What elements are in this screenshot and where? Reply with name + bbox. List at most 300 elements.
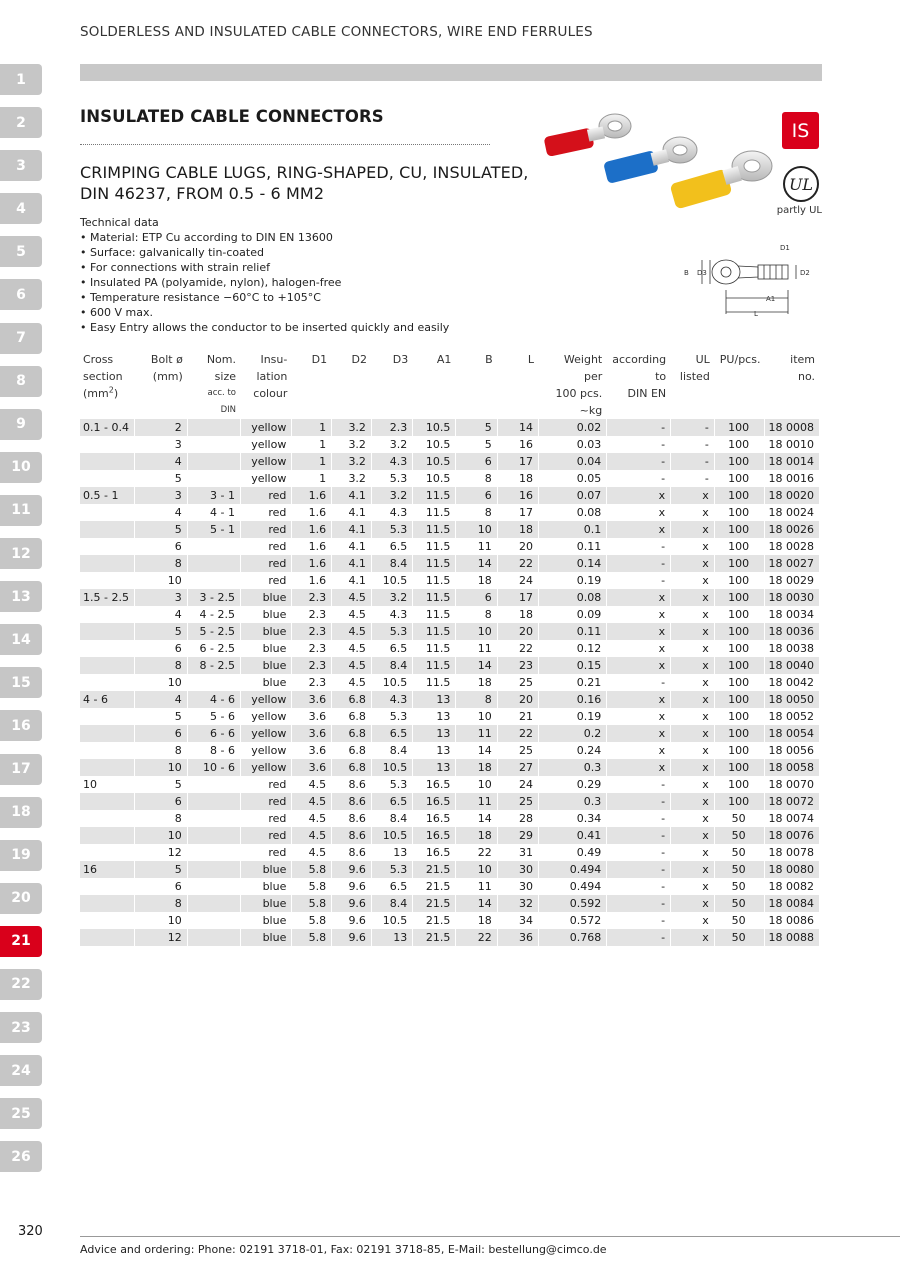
table-row xyxy=(80,640,820,657)
cell-b: 8 xyxy=(456,606,497,623)
ring-lugs-image xyxy=(540,108,780,213)
cell-bolt: 12 xyxy=(135,929,188,946)
th-item: item no. xyxy=(790,353,815,383)
cell-bolt: 4 xyxy=(135,691,188,708)
cell-nom-size: 5 - 2.5 xyxy=(188,623,241,640)
cell-din-en: - xyxy=(607,436,671,453)
cell-cross-section xyxy=(80,759,135,776)
cell-ul: x xyxy=(671,912,715,929)
cell-ul: x xyxy=(671,487,715,504)
cell-bolt: 3 xyxy=(135,487,188,504)
cell-d1: 3.6 xyxy=(292,725,332,742)
red-lug-icon xyxy=(543,114,631,157)
cell-d2: 4.5 xyxy=(332,606,372,623)
cell-l: 24 xyxy=(498,776,539,793)
cell-pu: 100 xyxy=(715,419,766,436)
chapter-tab-10[interactable]: 10 xyxy=(0,452,42,483)
cell-din-en: x xyxy=(607,606,671,623)
chapter-tab-9[interactable]: 9 xyxy=(0,409,42,440)
chapter-tab-18[interactable]: 18 xyxy=(0,797,42,828)
technical-item: • 600 V max. xyxy=(80,305,449,320)
cell-din-en: x xyxy=(607,589,671,606)
cell-ul: x xyxy=(671,929,715,946)
cell-d1: 5.8 xyxy=(292,929,332,946)
cell-cross-section xyxy=(80,878,135,895)
table-header xyxy=(80,351,820,419)
cell-weight: 0.08 xyxy=(539,589,607,606)
cell-pu: 50 xyxy=(715,912,766,929)
cell-insulation: blue xyxy=(241,640,292,657)
chapter-tab-3[interactable]: 3 xyxy=(0,150,42,181)
cell-b: 18 xyxy=(456,572,497,589)
cell-b: 8 xyxy=(456,691,497,708)
cell-nom-size xyxy=(188,878,241,895)
table-row xyxy=(80,827,820,844)
cell-nom-size: 6 - 6 xyxy=(188,725,241,742)
table-row xyxy=(80,487,820,504)
cell-ul: x xyxy=(671,793,715,810)
cell-weight: 0.49 xyxy=(539,844,607,861)
cell-d1: 1.6 xyxy=(292,504,332,521)
cell-weight: 0.572 xyxy=(539,912,607,929)
cell-item-no: 18 0014 xyxy=(765,453,820,470)
cell-a1: 10.5 xyxy=(413,419,456,436)
cell-ul: - xyxy=(671,453,715,470)
cell-item-no: 18 0020 xyxy=(765,487,820,504)
cell-nom-size: 3 - 1 xyxy=(188,487,241,504)
cell-a1: 13 xyxy=(413,725,456,742)
cell-d1: 5.8 xyxy=(292,895,332,912)
cell-l: 36 xyxy=(498,929,539,946)
cell-insulation: red xyxy=(241,827,292,844)
cell-din-en: - xyxy=(607,453,671,470)
cell-d3: 6.5 xyxy=(372,793,413,810)
cell-ul: x xyxy=(671,521,715,538)
cell-pu: 50 xyxy=(715,844,766,861)
cell-pu: 100 xyxy=(715,708,766,725)
chapter-tab-24[interactable]: 24 xyxy=(0,1055,42,1086)
cell-pu: 100 xyxy=(715,487,766,504)
cell-d3: 5.3 xyxy=(372,776,413,793)
cell-b: 10 xyxy=(456,521,497,538)
cell-ul: x xyxy=(671,589,715,606)
cell-d2: 4.1 xyxy=(332,538,372,555)
cell-d1: 5.8 xyxy=(292,861,332,878)
cell-insulation: blue xyxy=(241,878,292,895)
cell-b: 11 xyxy=(456,538,497,555)
l-label: L xyxy=(754,310,758,318)
cell-l: 32 xyxy=(498,895,539,912)
cell-din-en: x xyxy=(607,640,671,657)
cell-weight: 0.02 xyxy=(539,419,607,436)
cell-din-en: - xyxy=(607,793,671,810)
chapter-tab-14[interactable]: 14 xyxy=(0,624,42,655)
table-row xyxy=(80,589,820,606)
cell-bolt: 2 xyxy=(135,419,188,436)
chapter-tab-15[interactable]: 15 xyxy=(0,667,42,698)
cell-d2: 4.5 xyxy=(332,640,372,657)
cell-b: 8 xyxy=(456,470,497,487)
b-label: B xyxy=(684,269,689,277)
cell-l: 30 xyxy=(498,861,539,878)
chapter-tab-21[interactable]: 21 xyxy=(0,926,42,957)
cell-pu: 100 xyxy=(715,504,766,521)
cell-ul: x xyxy=(671,504,715,521)
cell-d2: 8.6 xyxy=(332,793,372,810)
cell-bolt: 3 xyxy=(135,589,188,606)
table-row xyxy=(80,674,820,691)
cell-l: 16 xyxy=(498,436,539,453)
cell-cross-section xyxy=(80,657,135,674)
cell-bolt: 8 xyxy=(135,810,188,827)
product-title: CRIMPING CABLE LUGS, RING-SHAPED, CU, INSULATED, DIN 46237, FROM 0.5 - 6 MM2 xyxy=(80,163,529,203)
cell-d2: 8.6 xyxy=(332,776,372,793)
th-bolt: Bolt ø (mm) xyxy=(150,353,183,383)
cell-nom-size: 4 - 2.5 xyxy=(188,606,241,623)
cell-item-no: 18 0030 xyxy=(765,589,820,606)
cell-b: 8 xyxy=(456,504,497,521)
cell-insulation: blue xyxy=(241,912,292,929)
cell-nom-size xyxy=(188,929,241,946)
cell-d2: 4.5 xyxy=(332,623,372,640)
cell-l: 17 xyxy=(498,589,539,606)
chapter-tab-1[interactable]: 1 xyxy=(0,64,42,95)
cell-din-en: - xyxy=(607,878,671,895)
cell-d2: 3.2 xyxy=(332,470,372,487)
cell-ul: x xyxy=(671,759,715,776)
cell-b: 6 xyxy=(456,487,497,504)
dotted-divider xyxy=(80,144,490,145)
cell-insulation: red xyxy=(241,555,292,572)
cell-insulation: red xyxy=(241,538,292,555)
cell-d2: 9.6 xyxy=(332,912,372,929)
cell-din-en: - xyxy=(607,555,671,572)
cell-bolt: 5 xyxy=(135,861,188,878)
cell-insulation: yellow xyxy=(241,419,292,436)
cell-item-no: 18 0086 xyxy=(765,912,820,929)
cell-d2: 6.8 xyxy=(332,691,372,708)
cell-b: 14 xyxy=(456,555,497,572)
cell-cross-section xyxy=(80,929,135,946)
cell-din-en: x xyxy=(607,742,671,759)
table-row xyxy=(80,657,820,674)
cell-b: 6 xyxy=(456,589,497,606)
cell-pu: 100 xyxy=(715,589,766,606)
chapter-tab-2[interactable]: 2 xyxy=(0,107,42,138)
cell-nom-size xyxy=(188,453,241,470)
chapter-tabs xyxy=(0,64,42,1184)
cell-insulation: yellow xyxy=(241,742,292,759)
th-l: L xyxy=(527,353,535,366)
cell-cross-section xyxy=(80,436,135,453)
cell-b: 11 xyxy=(456,793,497,810)
cell-ul: x xyxy=(671,572,715,589)
ul-logo-icon xyxy=(782,165,820,203)
cell-bolt: 5 xyxy=(135,470,188,487)
cell-bolt: 10 xyxy=(135,674,188,691)
cell-bolt: 8 xyxy=(135,742,188,759)
cell-insulation: red xyxy=(241,504,292,521)
cell-item-no: 18 0072 xyxy=(765,793,820,810)
cell-l: 29 xyxy=(498,827,539,844)
cell-d2: 6.8 xyxy=(332,708,372,725)
cell-b: 14 xyxy=(456,657,497,674)
cell-d2: 4.5 xyxy=(332,657,372,674)
cell-bolt: 5 xyxy=(135,521,188,538)
cell-cross-section xyxy=(80,827,135,844)
cell-a1: 11.5 xyxy=(413,555,456,572)
cell-insulation: red xyxy=(241,521,292,538)
chapter-tab-12[interactable]: 12 xyxy=(0,538,42,569)
table-row xyxy=(80,912,820,929)
table-row xyxy=(80,742,820,759)
cell-insulation: blue xyxy=(241,895,292,912)
cell-l: 28 xyxy=(498,810,539,827)
cell-cross-section xyxy=(80,674,135,691)
cell-ul: - xyxy=(671,470,715,487)
cell-pu: 100 xyxy=(715,793,766,810)
cell-b: 14 xyxy=(456,895,497,912)
cell-item-no: 18 0036 xyxy=(765,623,820,640)
cell-l: 22 xyxy=(498,555,539,572)
chapter-tab-8[interactable]: 8 xyxy=(0,366,42,397)
cell-pu: 100 xyxy=(715,572,766,589)
table-row xyxy=(80,929,820,946)
chapter-tab-25[interactable]: 25 xyxy=(0,1098,42,1129)
cell-item-no: 18 0026 xyxy=(765,521,820,538)
cell-l: 20 xyxy=(498,623,539,640)
cell-l: 20 xyxy=(498,691,539,708)
cell-l: 20 xyxy=(498,538,539,555)
cell-weight: 0.14 xyxy=(539,555,607,572)
cell-bolt: 8 xyxy=(135,657,188,674)
cell-weight: 0.3 xyxy=(539,793,607,810)
cell-l: 17 xyxy=(498,453,539,470)
cell-insulation: yellow xyxy=(241,453,292,470)
cell-item-no: 18 0076 xyxy=(765,827,820,844)
cell-d3: 10.5 xyxy=(372,827,413,844)
technical-data xyxy=(80,215,449,335)
table-row xyxy=(80,623,820,640)
cell-nom-size xyxy=(188,555,241,572)
cell-cross-section xyxy=(80,640,135,657)
cell-bolt: 10 xyxy=(135,759,188,776)
cell-bolt: 6 xyxy=(135,640,188,657)
cell-l: 24 xyxy=(498,572,539,589)
svg-text:UL: UL xyxy=(788,175,814,194)
cell-nom-size: 8 - 6 xyxy=(188,742,241,759)
cell-d2: 9.6 xyxy=(332,861,372,878)
cell-din-en: - xyxy=(607,861,671,878)
cell-d2: 3.2 xyxy=(332,453,372,470)
cell-din-en: - xyxy=(607,470,671,487)
th-din-en: according to DIN EN xyxy=(612,353,667,400)
cell-bolt: 12 xyxy=(135,844,188,861)
cell-din-en: - xyxy=(607,538,671,555)
cell-din-en: x xyxy=(607,504,671,521)
cell-cross-section: 10 xyxy=(80,776,135,793)
cell-nom-size: 6 - 2.5 xyxy=(188,640,241,657)
cell-l: 22 xyxy=(498,725,539,742)
cell-weight: 0.03 xyxy=(539,436,607,453)
cell-d2: 8.6 xyxy=(332,827,372,844)
chapter-tab-20[interactable]: 20 xyxy=(0,883,42,914)
cell-a1: 21.5 xyxy=(413,912,456,929)
table-row xyxy=(80,861,820,878)
cell-ul: x xyxy=(671,878,715,895)
cell-weight: 0.592 xyxy=(539,895,607,912)
chapter-tab-11[interactable]: 11 xyxy=(0,495,42,526)
chapter-tab-7[interactable]: 7 xyxy=(0,323,42,354)
cell-d2: 4.1 xyxy=(332,521,372,538)
cell-nom-size xyxy=(188,895,241,912)
cell-d3: 4.3 xyxy=(372,691,413,708)
cell-d2: 3.2 xyxy=(332,419,372,436)
page-number: 320 xyxy=(18,1224,43,1239)
chapter-tab-13[interactable]: 13 xyxy=(0,581,42,612)
cell-din-en: - xyxy=(607,674,671,691)
cell-insulation: yellow xyxy=(241,691,292,708)
table-row xyxy=(80,521,820,538)
cell-d1: 1.6 xyxy=(292,572,332,589)
cell-din-en: x xyxy=(607,521,671,538)
cell-weight: 0.34 xyxy=(539,810,607,827)
cell-weight: 0.24 xyxy=(539,742,607,759)
cell-d3: 5.3 xyxy=(372,521,413,538)
cell-item-no: 18 0056 xyxy=(765,742,820,759)
cell-b: 11 xyxy=(456,640,497,657)
cell-pu: 50 xyxy=(715,895,766,912)
cell-b: 14 xyxy=(456,742,497,759)
cell-ul: x xyxy=(671,861,715,878)
cell-din-en: - xyxy=(607,776,671,793)
chapter-tab-23[interactable]: 23 xyxy=(0,1012,42,1043)
cell-d2: 6.8 xyxy=(332,725,372,742)
cell-a1: 21.5 xyxy=(413,895,456,912)
table-row xyxy=(80,844,820,861)
cell-l: 25 xyxy=(498,793,539,810)
cell-item-no: 18 0029 xyxy=(765,572,820,589)
cell-din-en: - xyxy=(607,810,671,827)
cell-bolt: 6 xyxy=(135,725,188,742)
chapter-tab-17[interactable]: 17 xyxy=(0,754,42,785)
cell-din-en: x xyxy=(607,487,671,504)
section-title: INSULATED CABLE CONNECTORS xyxy=(80,107,384,126)
page-header-title: SOLDERLESS AND INSULATED CABLE CONNECTORS, WIRE END FERRULES xyxy=(80,24,593,40)
cell-item-no: 18 0074 xyxy=(765,810,820,827)
cell-d3: 10.5 xyxy=(372,674,413,691)
cell-l: 25 xyxy=(498,674,539,691)
cell-bolt: 8 xyxy=(135,895,188,912)
cell-din-en: - xyxy=(607,844,671,861)
table-row xyxy=(80,470,820,487)
cell-b: 11 xyxy=(456,725,497,742)
cell-d1: 4.5 xyxy=(292,776,332,793)
cell-a1: 10.5 xyxy=(413,470,456,487)
chapter-tab-5[interactable]: 5 xyxy=(0,236,42,267)
cell-pu: 100 xyxy=(715,657,766,674)
cell-pu: 50 xyxy=(715,929,766,946)
product-table-wrap xyxy=(80,351,820,946)
cell-nom-size xyxy=(188,844,241,861)
cell-weight: 0.19 xyxy=(539,708,607,725)
table-row xyxy=(80,793,820,810)
cell-b: 18 xyxy=(456,912,497,929)
th-weight: Weight per 100 pcs. ~kg xyxy=(555,353,603,417)
cell-d1: 2.3 xyxy=(292,674,332,691)
cell-a1: 16.5 xyxy=(413,776,456,793)
cell-a1: 11.5 xyxy=(413,521,456,538)
cell-l: 21 xyxy=(498,708,539,725)
cell-d1: 1.6 xyxy=(292,555,332,572)
cell-weight: 0.494 xyxy=(539,861,607,878)
cell-item-no: 18 0084 xyxy=(765,895,820,912)
cell-bolt: 4 xyxy=(135,606,188,623)
cell-weight: 0.07 xyxy=(539,487,607,504)
chapter-tab-16[interactable]: 16 xyxy=(0,710,42,741)
th-nom-size: Nom. size acc. to DIN xyxy=(206,353,236,415)
technical-item: • For connections with strain relief xyxy=(80,260,449,275)
cell-weight: 0.768 xyxy=(539,929,607,946)
cell-ul: x xyxy=(671,844,715,861)
chapter-tab-22[interactable]: 22 xyxy=(0,969,42,1000)
cell-item-no: 18 0024 xyxy=(765,504,820,521)
chapter-tab-6[interactable]: 6 xyxy=(0,279,42,310)
chapter-tab-4[interactable]: 4 xyxy=(0,193,42,224)
cell-d3: 6.5 xyxy=(372,640,413,657)
cell-pu: 100 xyxy=(715,759,766,776)
cell-weight: 0.05 xyxy=(539,470,607,487)
cell-ul: x xyxy=(671,691,715,708)
cell-nom-size: 4 - 1 xyxy=(188,504,241,521)
dimension-diagram xyxy=(680,240,822,318)
cell-nom-size xyxy=(188,572,241,589)
cell-cross-section xyxy=(80,504,135,521)
d1-label: D1 xyxy=(780,244,790,252)
cell-d3: 8.4 xyxy=(372,810,413,827)
th-d3: D3 xyxy=(392,353,409,366)
table-row xyxy=(80,606,820,623)
cell-pu: 100 xyxy=(715,453,766,470)
cell-a1: 21.5 xyxy=(413,878,456,895)
cell-weight: 0.08 xyxy=(539,504,607,521)
cell-pu: 100 xyxy=(715,776,766,793)
product-table xyxy=(80,351,820,946)
cell-weight: 0.04 xyxy=(539,453,607,470)
table-row xyxy=(80,708,820,725)
chapter-tab-19[interactable]: 19 xyxy=(0,840,42,871)
cell-cross-section xyxy=(80,912,135,929)
cell-pu: 50 xyxy=(715,861,766,878)
cell-bolt: 5 xyxy=(135,776,188,793)
cell-cross-section xyxy=(80,895,135,912)
technical-item: • Insulated PA (polyamide, nylon), halogen-free xyxy=(80,275,449,290)
cell-weight: 0.09 xyxy=(539,606,607,623)
cell-d2: 4.1 xyxy=(332,487,372,504)
technical-list xyxy=(80,230,449,335)
cell-cross-section: 0.5 - 1 xyxy=(80,487,135,504)
cell-pu: 50 xyxy=(715,878,766,895)
chapter-tab-26[interactable]: 26 xyxy=(0,1141,42,1172)
th-d2: D2 xyxy=(351,353,367,366)
cell-d1: 1 xyxy=(292,470,332,487)
header-bar xyxy=(80,64,822,81)
cell-l: 16 xyxy=(498,487,539,504)
cell-d2: 9.6 xyxy=(332,878,372,895)
a1-label: A1 xyxy=(766,295,776,303)
cell-bolt: 8 xyxy=(135,555,188,572)
cell-nom-size: 4 - 6 xyxy=(188,691,241,708)
